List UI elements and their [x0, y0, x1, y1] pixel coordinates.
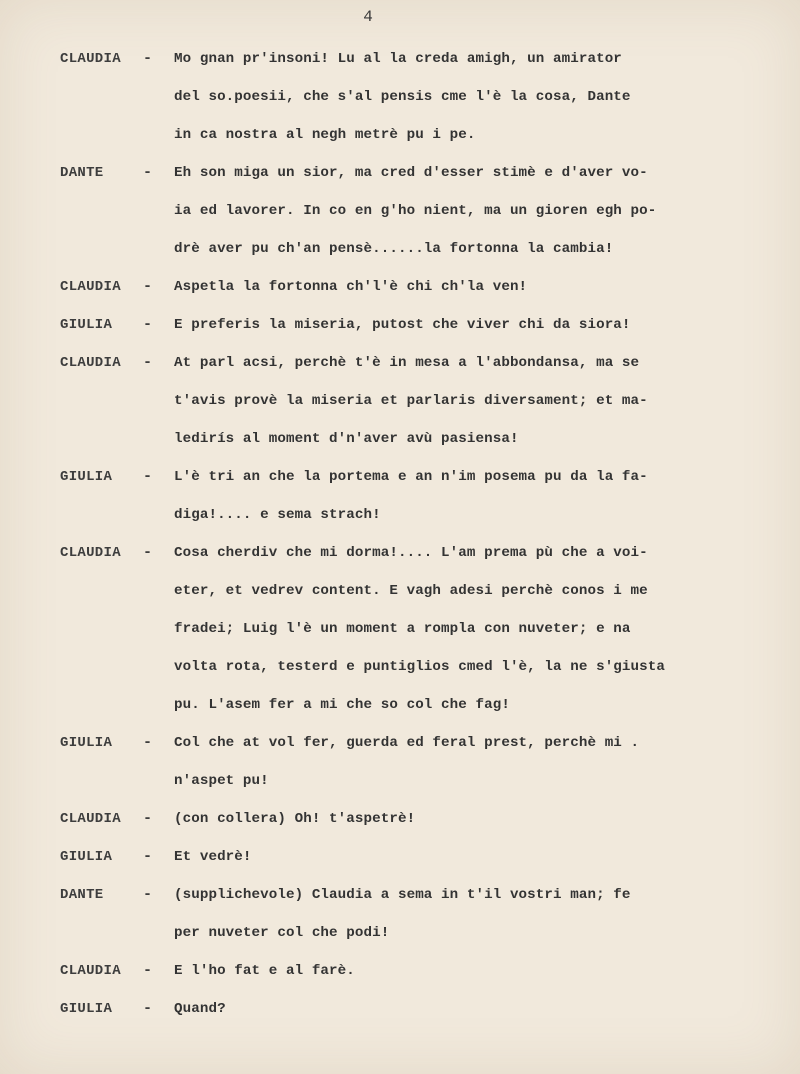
dialogue-line: volta rota, testerd e puntiglios cmed l'è, la ne s'giusta [174, 659, 665, 675]
page-number: 4 [363, 8, 373, 26]
dialogue-lines [174, 882, 754, 958]
dialogue-lines [174, 540, 754, 730]
dialogue-lines [174, 274, 754, 312]
dialogue-line: del so.poesii, che s'al pensis cme l'è la cosa, Dante [174, 89, 631, 105]
dialogue-entry [0, 160, 800, 274]
dialogue-line: ia ed lavorer. In co en g'ho nient, ma un gioren egh po- [174, 203, 657, 219]
speaker-name: CLAUDIA [60, 963, 121, 979]
speaker-name: CLAUDIA [60, 811, 121, 827]
dialogue-line: Eh son miga un sior, ma cred d'esser stimè e d'aver vo- [174, 165, 648, 181]
dialogue-line: fradei; Luig l'è un moment a rompla con nuveter; e na [174, 621, 631, 637]
dialogue-line: Col che at vol fer, guerda ed feral prest, perchè mi . [174, 735, 640, 751]
speaker-name: GIULIA [60, 1001, 113, 1017]
speaker-dash: - [143, 962, 153, 979]
dialogue-entry [0, 882, 800, 958]
dialogue-lines [174, 806, 754, 844]
speaker-name: DANTE [60, 887, 104, 903]
speaker-name: CLAUDIA [60, 545, 121, 561]
dialogue-entry [0, 350, 800, 464]
speaker-dash: - [143, 354, 153, 371]
dialogue-lines [174, 996, 754, 1034]
speaker-dash: - [143, 316, 153, 333]
dialogue-lines [174, 730, 754, 806]
dialogue-entry [0, 464, 800, 540]
dialogue-line: At parl acsi, perchè t'è in mesa a l'abbondansa, ma se [174, 355, 640, 371]
dialogue-line: Mo gnan pr'insoni! Lu al la creda amigh, un amirator [174, 51, 622, 67]
dialogue-line: Quand? [174, 1001, 226, 1017]
speaker-dash: - [143, 164, 153, 181]
dialogue-entry [0, 844, 800, 882]
dialogue-entry [0, 958, 800, 996]
speaker-name: CLAUDIA [60, 51, 121, 67]
dialogue-line: ledirís al moment d'n'aver avù pasiensa! [174, 431, 519, 447]
dialogue-line: L'è tri an che la portema e an n'im posema pu da la fa- [174, 469, 648, 485]
dialogue-entry [0, 274, 800, 312]
dialogue-line: eter, et vedrev content. E vagh adesi perchè conos i me [174, 583, 648, 599]
dialogue-entry [0, 312, 800, 350]
dialogue-entry [0, 730, 800, 806]
dialogue-entry [0, 806, 800, 844]
speaker-dash: - [143, 50, 153, 67]
dialogue-entry [0, 996, 800, 1034]
speaker-name: GIULIA [60, 735, 113, 751]
speaker-dash: - [143, 848, 153, 865]
dialogue-lines [174, 350, 754, 464]
dialogue-line: (supplichevole) Claudia a sema in t'il vostri man; fe [174, 887, 631, 903]
dialogue-lines [174, 958, 754, 996]
speaker-name: CLAUDIA [60, 355, 121, 371]
dialogue-line: diga!.... e sema strach! [174, 507, 381, 523]
speaker-dash: - [143, 278, 153, 295]
dialogue-entry [0, 46, 800, 160]
dialogue-line: in ca nostra al negh metrè pu i pe. [174, 127, 476, 143]
speaker-dash: - [143, 734, 153, 751]
dialogue-line: E l'ho fat e al farè. [174, 963, 355, 979]
dialogue-lines [174, 844, 754, 882]
dialogue-lines [174, 312, 754, 350]
dialogue-line: n'aspet pu! [174, 773, 269, 789]
speaker-dash: - [143, 1000, 153, 1017]
speaker-dash: - [143, 886, 153, 903]
dialogue-line: E preferis la miseria, putost che viver chi da siora! [174, 317, 631, 333]
dialogue-line: Cosa cherdiv che mi dorma!.... L'am prema pù che a voi- [174, 545, 648, 561]
speaker-name: CLAUDIA [60, 279, 121, 295]
dialogue-line: (con collera) Oh! t'aspetrè! [174, 811, 416, 827]
dialogue-script [0, 46, 800, 1034]
dialogue-lines [174, 464, 754, 540]
speaker-dash: - [143, 810, 153, 827]
speaker-dash: - [143, 468, 153, 485]
speaker-dash: - [143, 544, 153, 561]
dialogue-line: drè aver pu ch'an pensè......la fortonna la cambia! [174, 241, 614, 257]
speaker-name: GIULIA [60, 469, 113, 485]
dialogue-line: Et vedrè! [174, 849, 252, 865]
dialogue-line: Aspetla la fortonna ch'l'è chi ch'la ven! [174, 279, 528, 295]
dialogue-entry [0, 540, 800, 730]
dialogue-lines [174, 160, 754, 274]
dialogue-lines [174, 46, 754, 160]
speaker-name: GIULIA [60, 849, 113, 865]
dialogue-line: per nuveter col che podi! [174, 925, 390, 941]
dialogue-line: pu. L'asem fer a mi che so col che fag! [174, 697, 510, 713]
speaker-name: DANTE [60, 165, 104, 181]
dialogue-line: t'avis provè la miseria et parlaris diversament; et ma- [174, 393, 648, 409]
speaker-name: GIULIA [60, 317, 113, 333]
